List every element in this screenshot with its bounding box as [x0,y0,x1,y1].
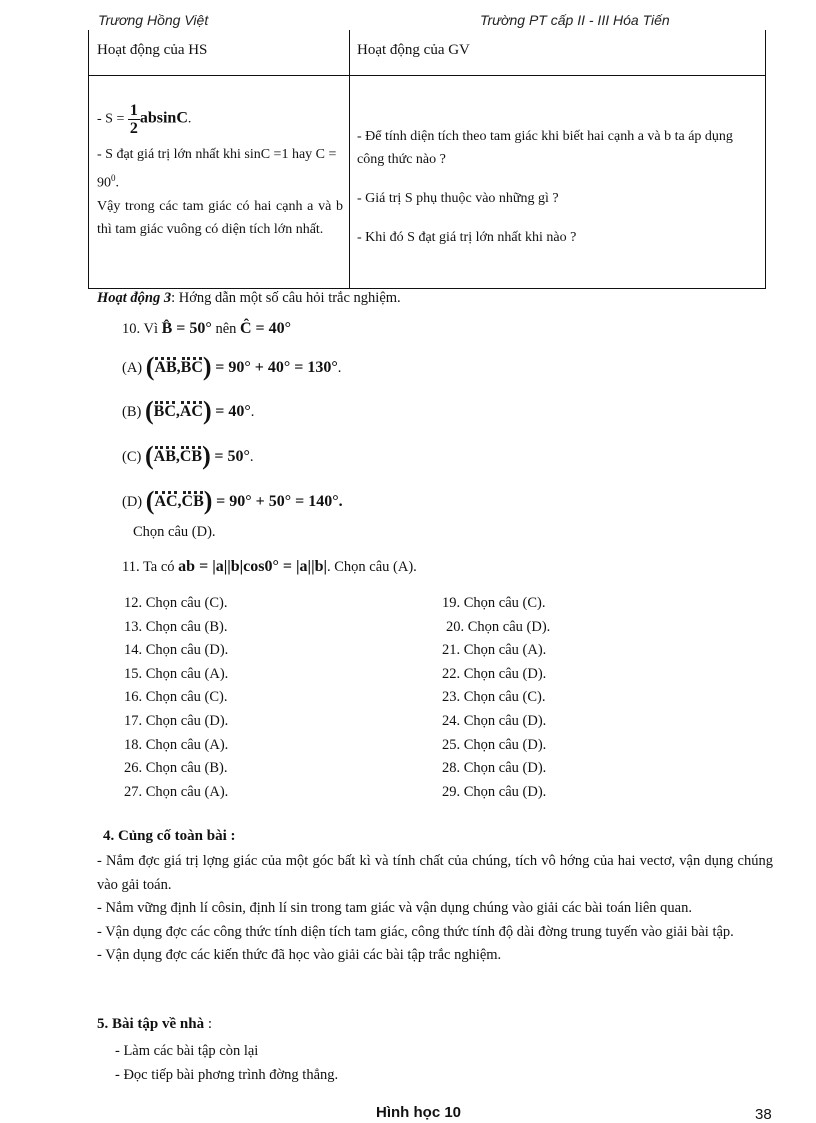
angle-c: Ĉ = 40° [240,320,292,337]
section4-title: 4. Củng cố toàn bài : [103,828,236,844]
answer-item: 23. Chọn câu (C). [442,689,546,706]
answer-item: 29. Chọn câu (D). [442,783,547,800]
header-author: Trương Hồng Việt [98,12,209,28]
answer-item: 20. Chọn câu (D). [446,618,551,635]
answer-item: 12. Chọn câu (C). [124,595,228,611]
answer-item: 16. Chọn câu (C). [124,689,228,706]
table-header-gv: Hoạt động của GV [357,42,470,58]
answers-left-column [124,592,228,804]
angle-b: B̂ = 50° [161,320,212,337]
gv-question-3: - Khi đó S đạt giá trị lớn nhất khi nào ? [357,230,577,245]
answer-item: 24. Chọn câu (D). [442,712,547,729]
answer-item: 17. Chọn câu (D). [124,712,229,729]
answer-item: 13. Chọn câu (B). [124,618,228,635]
answer-item: 21. Chọn câu (A). [442,642,547,659]
answer-item: 27. Chọn câu (A). [124,783,229,800]
section5-title: 5. Bài tập về nhà : [97,1016,213,1032]
table-header-hs: Hoạt động của HS [97,42,208,58]
page-number: 38 [755,1106,772,1123]
hs-cell [97,102,343,242]
section4-body [97,850,773,968]
section5-body [115,1040,338,1087]
fraction-one-half: $\frac{1}{2}$ [129,102,138,137]
answer-item: 26. Chọn câu (B). [124,760,228,777]
hs-conclusion: Vậy trong các tam giác có hai cạnh a và b thì tam giác vuông có diện tích lớn nhất. [97,198,343,238]
q10-option-d: (D) (AC,CB) = 90° + 50° = 140°. [122,486,343,515]
table-header-divider [89,75,765,76]
gv-question-1: - Để tính diện tích theo tam giác khi biết hai cạnh a và b ta áp dụng công thức nào ? [357,129,733,167]
gv-question-2: - Giá trị S phụ thuộc vào những gì ? [357,191,559,206]
section5-item: - Làm các bài tập còn lại [115,1043,259,1059]
q11-statement: 11. Ta có ab = |a||b|cos0° = |a||b|. Chọn câu (A). [122,558,417,575]
q10-option-b: (B) (BC,AC) = 40°. [122,396,255,425]
q10-option-c: (C) (AB,CB) = 50°. [122,441,254,470]
table-column-divider [349,30,350,288]
section5-item: - Đọc tiếp bài phơng trình đờng thẳng. [115,1066,339,1083]
section4-item: - Vận dụng đợc các công thức tính diện tích tam giác, công thức tính độ dài đờng trung tuyến vào giải bài tập. [97,923,734,940]
answers-right-column [442,592,550,804]
hs-max-condition: - S đạt giá trị lớn nhất khi sinC =1 hay $C = 90^0$. [97,147,337,191]
section4-item: - Vận dụng đợc các kiến thức đã học vào giải các bài tập trắc nghiệm. [97,947,502,963]
q11-formula: ab = |a||b|cos0° = |a||b| [178,558,328,575]
gv-cell [357,125,759,265]
q10-option-a: (A) (AB,BC) = 90° + 40° = 130°. [122,352,342,381]
activity3-heading: Hoạt động 3: Hớng dẫn một số câu hỏi trắc nghiệm. [97,290,401,306]
section4-item: - Nắm vững định lí côsin, định lí sin trong tam giác và vận dụng chúng vào giải các bài toán liên quan. [97,900,692,916]
hs-formula: - S = $\frac{1}{2}$ absinC. [97,102,192,137]
answer-item: 25. Chọn câu (D). [442,736,547,753]
answer-item: 19. Chọn câu (C). [442,595,546,611]
answer-item: 15. Chọn câu (A). [124,665,229,682]
answer-item: 22. Chọn câu (D). [442,665,547,682]
activity-table [88,30,766,289]
answer-item: 28. Chọn câu (D). [442,760,547,777]
answer-item: 18. Chọn câu (A). [124,736,229,753]
header-school: Trường PT cấp II - III Hóa Tiến [480,12,670,28]
q10-answer: Chọn câu (D). [133,524,216,540]
section4-item: - Nắm đợc giá trị lợng giác của một góc bất kì và tính chất của chúng, tích vô hớng của hai vectơ, vận dụng chúng vào gải toán. [97,853,773,893]
answer-item: 14. Chọn câu (D). [124,642,229,659]
q10-statement: 10. Vì B̂ = 50° nên Ĉ = 40° [122,320,292,337]
footer-title: Hình học 10 [376,1104,462,1121]
